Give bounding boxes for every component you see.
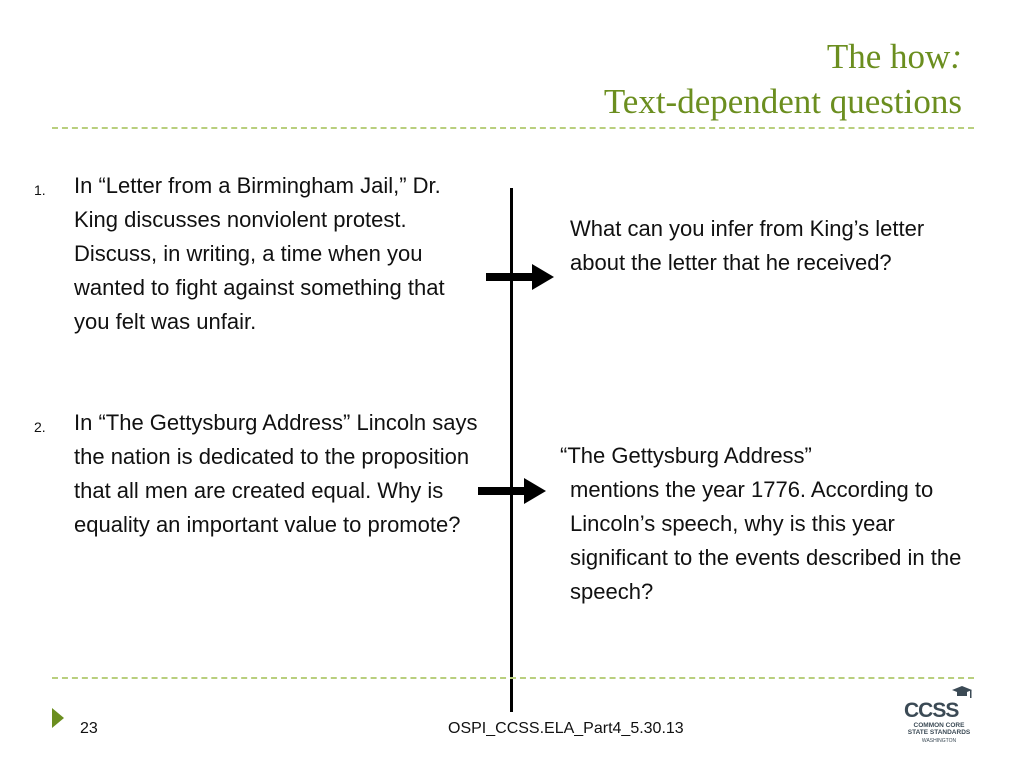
title-line-1 — [604, 34, 962, 79]
question-1-number: 1. — [34, 182, 46, 198]
question-2-number: 2. — [34, 419, 46, 435]
title-text: The how — [826, 37, 951, 76]
logo-line-1: COMMON CORE — [913, 722, 965, 729]
right-arrow-icon — [486, 264, 556, 290]
logo-line-2: STATE STANDARDS — [907, 729, 971, 736]
logo-line-3: WASHINGTON — [921, 738, 957, 744]
question-2-text: In “The Gettysburg Address” Lincoln says the nation is dedicated to the proposition that all men are created equal. Why is equality an important value to promote? — [74, 410, 478, 537]
footer-doc-id: OSPI_CCSS.ELA_Part4_5.30.13 — [448, 720, 684, 737]
top-divider — [52, 127, 974, 129]
title-line-2: Text-dependent questions — [603, 82, 962, 121]
slide-title — [604, 34, 962, 124]
bottom-divider — [52, 677, 974, 679]
title-colon: : — [950, 37, 962, 76]
right-question-1-text: What can you infer from King’s letter about the letter that he received? — [570, 216, 925, 275]
logo-main-text: CCSS — [904, 699, 959, 722]
right-question-2-rest: mentions the year 1776. According to Lincoln’s speech, why is this year significant to the events described in the speech? — [570, 477, 962, 604]
graduation-cap-icon — [952, 686, 972, 700]
right-question-2-first-line: “The Gettysburg Address” — [560, 443, 812, 468]
ccss-logo — [900, 686, 978, 750]
right-arrow-icon — [478, 478, 548, 504]
slide-bullet-icon — [52, 708, 64, 728]
page-number: 23 — [80, 720, 98, 737]
right-question-2 — [560, 439, 980, 609]
question-1-text: In “Letter from a Birmingham Jail,” Dr. King discusses nonviolent protest. Discuss, in writing, a time when you wanted to fight against something that you felt was unfair. — [74, 173, 445, 334]
